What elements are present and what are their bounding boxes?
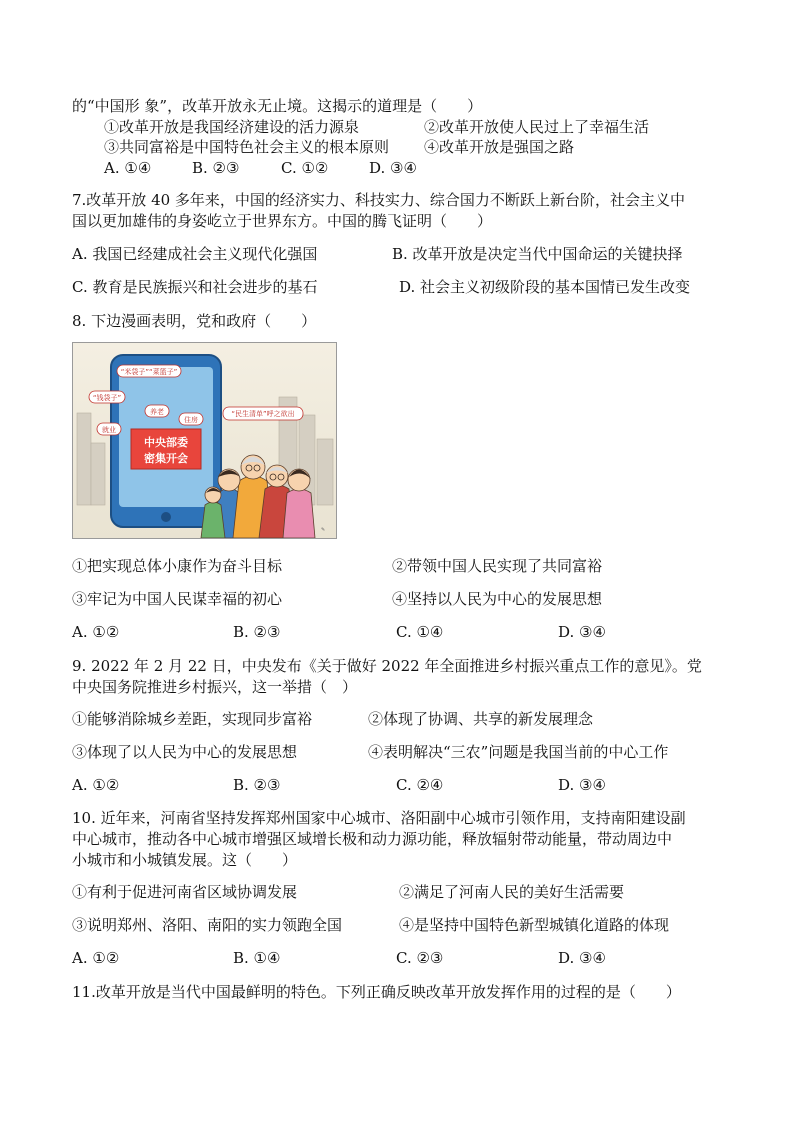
q10-choice-d: D. ③④ <box>558 949 606 967</box>
q10-choice-c: C. ②③ <box>396 949 444 967</box>
q10-item-1: ①有利于促进河南省区域协调发展 <box>72 883 298 901</box>
q9-item-3: ③体现了以人民为中心的发展思想 <box>72 743 298 761</box>
q10-stem-line-1: 10. 近年来，河南省坚持发挥郑州国家中心城市、洛阳副中心城市引领作用，支持南阳建设副 <box>72 809 686 827</box>
q10-item-3: ③说明郑州、洛阳、南阳的实力领跑全国 <box>72 916 343 934</box>
q8-choice-d: D. ③④ <box>558 623 606 641</box>
cartoon-illustration <box>73 343 336 538</box>
q9-item-1: ①能够消除城乡差距，实现同步富裕 <box>72 710 313 728</box>
cartoon-bubble-employment: 就业 <box>102 426 116 434</box>
cartoon-bubble-rice: “米袋子”“菜篮子” <box>120 368 178 376</box>
q7-option-a: A. 我国已经建成社会主义现代化强国 <box>72 245 318 263</box>
q10-choice-b: B. ①④ <box>233 949 281 967</box>
q6-choice-c: C. ①② <box>281 159 329 177</box>
q7-option-d: D. 社会主义初级阶段的基本国情已发生改变 <box>399 278 691 296</box>
q8-item-1: ①把实现总体小康作为奋斗目标 <box>72 557 283 575</box>
q6-stem: 的“中国形 象”，改革开放永无止境。这揭示的道理是（ ） <box>72 97 483 115</box>
q9-choice-a: A. ①② <box>72 776 120 794</box>
q6-choice-d: D. ③④ <box>369 159 417 177</box>
cartoon-bubble-money: “钱袋子” <box>92 394 122 402</box>
q7-stem-line-1: 7.改革开放 40 多年来，中国的经济实力、科技实力、综合国力不断跃上新台阶，社会主义中 <box>72 191 685 209</box>
q8-choice-a: A. ①② <box>72 623 120 641</box>
q8-item-2: ②带领中国人民实现了共同富裕 <box>392 557 603 575</box>
q9-stem-line-2: 中央国务院推进乡村振兴，这一举措（ ） <box>72 678 358 696</box>
q7-option-b: B. 改革开放是决定当代中国命运的关键抉择 <box>392 245 683 263</box>
q8-choice-b: B. ②③ <box>233 623 281 641</box>
cartoon-bubble-list: “民生清单”呼之欲出 <box>231 410 295 418</box>
q10-choice-a: A. ①② <box>72 949 120 967</box>
q6-choice-b: B. ②③ <box>192 159 240 177</box>
cartoon-screen-text-2: 密集开会 <box>144 452 188 465</box>
q10-item-2: ②满足了河南人民的美好生活需要 <box>399 883 625 901</box>
q9-item-2: ②体现了协调、共享的新发展理念 <box>368 710 594 728</box>
q10-item-4: ④是坚持中国特色新型城镇化道路的体现 <box>399 916 670 934</box>
q9-choice-b: B. ②③ <box>233 776 281 794</box>
q10-stem-line-3: 小城市和小城镇发展。这（ ） <box>72 851 298 869</box>
q6-choice-a: A. ①④ <box>104 159 152 177</box>
cartoon-bubble-housing: 住房 <box>184 416 198 424</box>
q6-item-3: ③共同富裕是中国特色社会主义的根本原则 <box>104 138 390 156</box>
cartoon-image <box>72 342 337 539</box>
q10-stem-line-2: 中心城市，推动各中心城市增强区域增长极和动力源功能，释放辐射带动能量，带动周边中 <box>72 830 673 848</box>
q9-item-4: ④表明解决“三农”问题是我国当前的中心工作 <box>368 743 669 761</box>
q6-item-4: ④改革开放是强国之路 <box>424 138 575 156</box>
q7-stem-line-2: 国以更加雄伟的身姿屹立于世界东方。中国的腾飞证明（ ） <box>72 212 493 230</box>
q8-stem: 8. 下边漫画表明，党和政府（ ） <box>72 312 317 330</box>
svg-text:✎: ✎ <box>321 527 326 533</box>
q9-choice-c: C. ②④ <box>396 776 444 794</box>
q11-stem: 11.改革开放是当代中国最鲜明的特色。下列正确反映改革开放发挥作用的过程的是（ ） <box>72 983 681 1001</box>
q8-choice-c: C. ①④ <box>396 623 444 641</box>
q6-item-1: ①改革开放是我国经济建设的活力源泉 <box>104 118 360 136</box>
q7-option-c: C. 教育是民族振兴和社会进步的基石 <box>72 278 318 296</box>
cartoon-screen-text-1: 中央部委 <box>144 436 188 449</box>
q8-item-3: ③牢记为中国人民谋幸福的初心 <box>72 590 283 608</box>
q9-choice-d: D. ③④ <box>558 776 606 794</box>
q9-stem-line-1: 9. 2022 年 2 月 22 日，中央发布《关于做好 2022 年全面推进乡村振兴重点工作的意见》。党 <box>72 657 702 675</box>
q6-item-2: ②改革开放使人民过上了幸福生活 <box>424 118 650 136</box>
q8-item-4: ④坚持以人民为中心的发展思想 <box>392 590 603 608</box>
cartoon-bubble-elderly: 养老 <box>150 408 164 416</box>
